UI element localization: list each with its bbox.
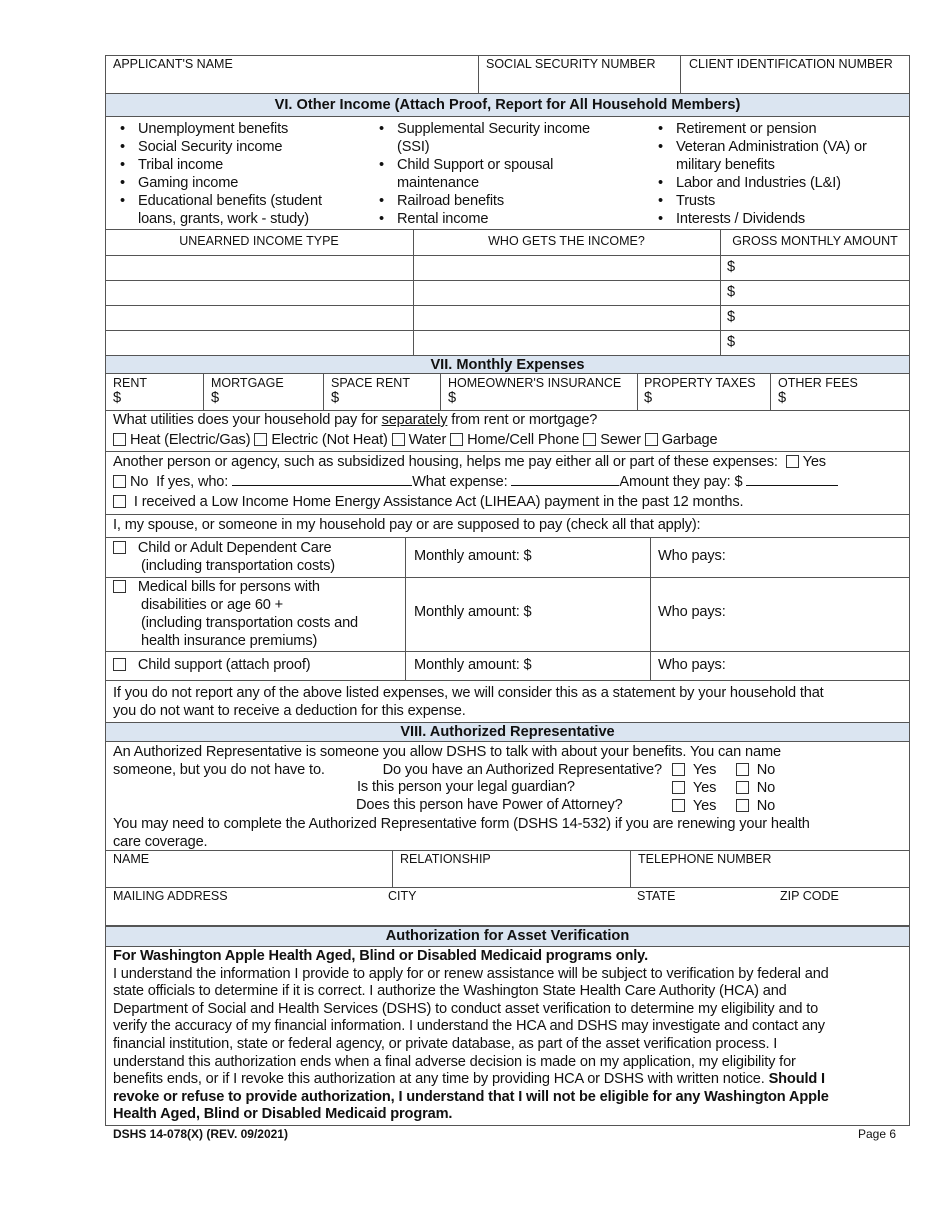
poa-no[interactable] — [736, 799, 749, 812]
col-header-income-type: UNEARNED INCOME TYPE — [179, 234, 339, 248]
guardian-no[interactable] — [736, 781, 749, 794]
rep-state-field[interactable]: STATE — [637, 889, 676, 903]
label: OTHER FEES — [778, 376, 858, 390]
auth-rep-questions: Do you have an Authorized Representative? — [382, 762, 662, 778]
dollar: $ — [644, 390, 652, 406]
help-details: No If yes, who: What expense: Amount they pay: $ — [113, 474, 838, 490]
monthly-amount-field[interactable]: Monthly amount: $ — [414, 604, 532, 620]
amount-cell[interactable]: $ — [727, 259, 735, 275]
who-pays-field[interactable]: Who pays: — [658, 657, 726, 673]
other-fees-field[interactable] — [778, 376, 858, 406]
amount-cell[interactable]: $ — [727, 309, 735, 325]
who-pays-field[interactable]: Who pays: — [658, 548, 726, 564]
label: PROPERTY TAXES — [644, 376, 756, 390]
form-id: DSHS 14-078(X) (REV. 09/2021) — [113, 1127, 288, 1141]
medical-bills-checkbox[interactable] — [113, 580, 126, 593]
income-item: • Veteran Administration (VA) or military benefits — [651, 138, 896, 174]
homeowners-insurance-field[interactable] — [448, 376, 621, 406]
sewer-checkbox[interactable] — [583, 433, 596, 446]
has-rep-no[interactable] — [736, 763, 749, 776]
question-label: Does this person have Power of Attorney? — [356, 797, 623, 813]
dependent-care-row: Child or Adult Dependent Care (including transportation costs) — [113, 539, 335, 575]
pay-intro: I, my spouse, or someone in my household pay or are supposed to pay (check all that apply): — [113, 517, 701, 533]
dollar: $ — [113, 390, 121, 406]
monthly-amount-field[interactable]: Monthly amount: $ — [414, 657, 532, 673]
income-item: • Railroad benefits — [372, 192, 627, 210]
question-label: Is this person your legal guardian? — [357, 779, 575, 795]
mortgage-field[interactable] — [211, 376, 284, 406]
income-item: • Rental income — [372, 210, 627, 228]
rep-relationship-field[interactable]: RELATIONSHIP — [400, 852, 491, 866]
auth-rep-text: An Authorized Representative is someone you allow DSHS to talk with about your benefits. You can name someone, but you do not have to. — [113, 744, 781, 778]
asset-verification-text: For Washington Apple Health Aged, Blind or Disabled Medicaid programs only. I understand the information I provide to apply for or renew assistance will be subject to verification by federal and state officials to determine if it is correct. I authorize the Washington State Health Care Authority (HCA) and Department of Social and Health Services (DSHS) to conduct asset verification to determine my eligibility and to verify the accuracy of my financial information. I understand the HCA and DSHS may investigate and contact any financial institution, state or federal agency, or private database, as part of the asset verification process. I understand this authorization ends when a final adverse decision is made on my application, my eligibility for benefits ends, or if I revoke this authorization at any time by providing HCA or DSHS with written notice. Should I revoke or refuse to provide authorization, I understand that I will not be eligible for any Washington Apple Health Aged, Blind or Disabled Medicaid program. — [113, 948, 829, 1123]
form-note: You may need to complete the Authorized Representative form (DSHS 14-532) if you are renewing your health care coverage. — [113, 816, 810, 850]
label: RENT — [113, 376, 148, 390]
garbage-checkbox[interactable] — [645, 433, 658, 446]
income-item: • Social Security income — [113, 138, 363, 156]
client-id-field[interactable]: CLIENT IDENTIFICATION NUMBER — [689, 57, 893, 71]
section-vii-title: VII. Monthly Expenses — [105, 355, 910, 374]
applicant-name-field[interactable]: APPLICANT'S NAME — [113, 57, 233, 71]
income-item: • Retirement or pension — [651, 120, 906, 138]
section-viii-title: VIII. Authorized Representative — [105, 722, 910, 742]
label: SPACE RENT — [331, 376, 410, 390]
rep-telephone-field[interactable]: TELEPHONE NUMBER — [638, 852, 772, 866]
water-checkbox[interactable] — [392, 433, 405, 446]
income-item: • Educational benefits (student loans, grants, work - study) — [113, 192, 358, 228]
help-no-checkbox[interactable] — [113, 475, 126, 488]
utilities-options: Heat (Electric/Gas) Electric (Not Heat) Water Home/Cell Phone Sewer Garbage — [113, 432, 717, 448]
liheaa-checkbox[interactable] — [113, 495, 126, 508]
help-yes-checkbox[interactable] — [786, 455, 799, 468]
label: MORTGAGE — [211, 376, 284, 390]
income-item: • Child Support or spousal maintenance — [372, 156, 582, 192]
utilities-question: What utilities does your household pay for separately from rent or mortgage? — [113, 412, 598, 428]
what-expense-input[interactable] — [511, 474, 619, 486]
phone-checkbox[interactable] — [450, 433, 463, 446]
child-support-row: Child support (attach proof) — [113, 657, 310, 673]
income-list-3 — [651, 120, 906, 228]
rep-name-field[interactable]: NAME — [113, 852, 150, 866]
income-item: • Interests / Dividends — [651, 210, 906, 228]
has-rep-yes[interactable] — [672, 763, 685, 776]
rep-city-field[interactable]: CITY — [388, 889, 417, 903]
medical-bills-row: Medical bills for persons with disabilities or age 60 + (including transportation costs and health insurance premiums) — [113, 578, 358, 650]
electric-checkbox[interactable] — [254, 433, 267, 446]
rent-field[interactable] — [113, 376, 147, 406]
ssn-field[interactable]: SOCIAL SECURITY NUMBER — [486, 57, 656, 71]
col-header-amount: GROSS MONTHLY AMOUNT — [732, 234, 898, 248]
heat-checkbox[interactable] — [113, 433, 126, 446]
amount-cell[interactable]: $ — [727, 334, 735, 350]
income-list-2 — [372, 120, 627, 228]
income-item: • Tribal income — [113, 156, 363, 174]
amount-cell[interactable]: $ — [727, 284, 735, 300]
income-item: • Unemployment benefits — [113, 120, 363, 138]
asset-verification-title: Authorization for Asset Verification — [105, 926, 910, 947]
dollar: $ — [778, 390, 786, 406]
poa-yes[interactable] — [672, 799, 685, 812]
dependent-care-checkbox[interactable] — [113, 541, 126, 554]
dollar: $ — [211, 390, 219, 406]
guardian-yes[interactable] — [672, 781, 685, 794]
rep-zip-field[interactable]: ZIP CODE — [780, 889, 839, 903]
who-pays-field[interactable]: Who pays: — [658, 604, 726, 620]
amount-input[interactable] — [746, 474, 838, 486]
label: HOMEOWNER'S INSURANCE — [448, 376, 622, 390]
page-number: Page 6 — [858, 1127, 897, 1141]
who-input[interactable] — [232, 474, 412, 486]
monthly-amount-field[interactable]: Monthly amount: $ — [414, 548, 532, 564]
dollar: $ — [331, 390, 339, 406]
space-rent-field[interactable] — [331, 376, 410, 406]
rep-mailing-field[interactable]: MAILING ADDRESS — [113, 889, 228, 903]
help-question: Another person or agency, such as subsidized housing, helps me pay either all or part of these expenses: Yes — [113, 454, 826, 470]
col-header-who: WHO GETS THE INCOME? — [488, 234, 645, 248]
liheaa-row: I received a Low Income Home Energy Assistance Act (LIHEAA) payment in the past 12 months. — [113, 494, 743, 510]
deduction-statement: If you do not report any of the above listed expenses, we will consider this as a statement by your household that you do not want to receive a deduction for this expense. — [113, 685, 824, 719]
child-support-checkbox[interactable] — [113, 658, 126, 671]
yes-no-options: Yes No Yes No Yes No — [672, 761, 775, 815]
income-item: • Gaming income — [113, 174, 363, 192]
income-item: • Labor and Industries (L&I) — [651, 174, 906, 192]
income-item: • Supplemental Security income (SSI) — [372, 120, 622, 156]
dollar: $ — [448, 390, 456, 406]
property-taxes-field[interactable] — [644, 376, 756, 406]
income-item: • Trusts — [651, 192, 906, 210]
section-vi-title: VI. Other Income (Attach Proof, Report for All Household Members) — [105, 93, 910, 117]
income-table — [105, 229, 910, 356]
income-list-1 — [113, 120, 363, 228]
